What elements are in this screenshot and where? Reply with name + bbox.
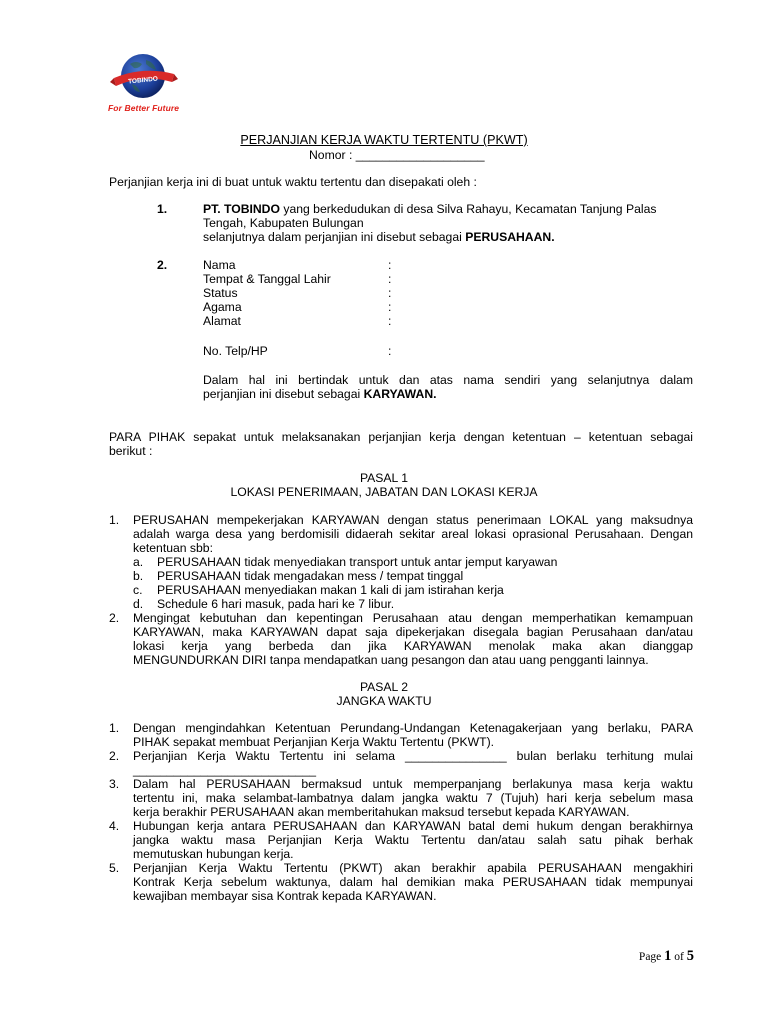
party1-line3: selanjutnya dalam perjanjian ini disebut sebagai PERUSAHAAN.	[203, 230, 555, 244]
pasal2-item-number: 1.	[109, 721, 120, 735]
party2-number: 2.	[157, 258, 168, 272]
field-alamat-label: Alamat	[203, 314, 241, 328]
party1-line2: Tengah, Kabupaten Bulungan	[203, 216, 364, 230]
pasal2-item2-line: ___________________________	[133, 763, 317, 777]
party1-number: 1.	[157, 202, 168, 216]
pasal1-item2-line: MENGUNDURKAN DIRI tanpa mendapatkan uang pesangon dan atau uang pengganti lainnya.	[133, 653, 649, 667]
logo-tagline: For Better Future	[108, 103, 180, 113]
company-logo	[108, 52, 198, 118]
field-nama-label: Nama	[203, 258, 236, 272]
pasal2-item-number: 5.	[109, 861, 120, 875]
field-colon: :	[388, 258, 392, 272]
field-agama-label: Agama	[203, 300, 242, 314]
pasal2-heading: PASAL 2	[359, 680, 409, 694]
globe-logo-icon	[108, 52, 198, 104]
pasal2-item4-line: memutuskan hubungan kerja.	[133, 847, 294, 861]
field-colon: :	[388, 272, 392, 286]
pasal2-item3-line: Dalam hal PERUSAHAAN bermaksud untuk memperpanjang berlakunya masa kerja waktu	[133, 777, 693, 791]
pasal2-item-number: 3.	[109, 777, 120, 791]
pasal2-subheading: JANGKA WAKTU	[336, 694, 432, 708]
pasal2-item-number: 2.	[109, 749, 120, 763]
pasal1-item1-line: adalah warga desa yang berdomisili didaerah sekitar areal lokasi oprasional Perusahaan. Dengan	[133, 527, 693, 541]
pasal1-item1-line: ketentuan sbb:	[133, 541, 213, 555]
pasal1-item1-line: PERUSAHAN mempekerjakan KARYAWAN dengan status penerimaan LOKAL yang maksudnya	[133, 513, 693, 527]
pasal2-item3-line: tertentu ini, maka selambat-lambatnya dalam jangka waktu 7 (Tujuh) hari kerja sebelum masa	[133, 791, 693, 805]
para-pihak-line1: PARA PIHAK sepakat untuk melaksanakan perjanjian kerja dengan ketentuan – ketentuan sebagai	[109, 430, 693, 444]
field-ttl-label: Tempat & Tanggal Lahir	[203, 272, 331, 286]
pasal2-item5-line: Kontrak Kerja sebelum waktunya, dalam hal demikian maka PERUSAHAAN tidak mempunyai	[133, 875, 693, 889]
party2-note-line1: Dalam hal ini bertindak untuk dan atas nama sendiri yang selanjutnya dalam	[203, 373, 693, 387]
pasal2-item1-line: PIHAK sepakat membuat Perjanjian Kerja Waktu Tertentu (PKWT).	[133, 735, 495, 749]
subitem-text: PERUSAHAAN menyediakan makan 1 kali di jam istirahan kerja	[157, 583, 504, 597]
pasal1-heading: PASAL 1	[359, 471, 409, 485]
pasal2-item-number: 4.	[109, 819, 120, 833]
page-number: Page 1 of 5	[638, 948, 694, 964]
subitem-letter: a.	[133, 555, 144, 569]
pasal2-item4-line: jangka waktu masa Perjanjian Kerja Waktu Tertentu dan/atau salah satu pihak berhak	[133, 833, 693, 847]
intro-text: Perjanjian kerja ini di buat untuk waktu tertentu dan disepakati oleh :	[109, 175, 477, 189]
subitem-text: Schedule 6 hari masuk, pada hari ke 7 libur.	[157, 597, 395, 611]
field-colon: :	[388, 286, 392, 300]
field-phone-label: No. Telp/HP	[203, 344, 268, 358]
pasal2-item2-line: Perjanjian Kerja Waktu Tertentu ini selama _______________ bulan berlaku terhitung mulai	[133, 749, 693, 763]
subitem-letter: c.	[133, 583, 143, 597]
party1-line1: PT. TOBINDO yang berkedudukan di desa Silva Rahayu, Kecamatan Tanjung Palas	[203, 202, 657, 216]
logo-text: TOBINDO	[127, 75, 159, 86]
pasal2-item5-line: Perjanjian Kerja Waktu Tertentu (PKWT) akan berakhir apabila PERUSAHAAN mengakhiri	[133, 861, 693, 875]
document-number: Nomor : ___________________	[309, 148, 485, 162]
field-status-label: Status	[203, 286, 238, 300]
pasal1-item2-number: 2.	[109, 611, 120, 625]
pasal1-item1-number: 1.	[109, 513, 120, 527]
field-colon: :	[388, 344, 392, 358]
pasal2-item3-line: kerja berakhir PERUSAHAAN akan memberitahukan maksud tersebut kepada KARYAWAN.	[133, 805, 630, 819]
field-colon: :	[388, 314, 392, 328]
subitem-text: PERUSAHAAN tidak menyediakan transport untuk antar jemput karyawan	[157, 555, 558, 569]
subitem-letter: d.	[133, 597, 144, 611]
pasal1-subheading: LOKASI PENERIMAAN, JABATAN DAN LOKASI KERJA	[230, 485, 538, 499]
pasal2-item4-line: Hubungan kerja antara PERUSAHAAN dan KARYAWAN batal demi hukum dengan berakhirnya	[133, 819, 693, 833]
para-pihak-line2: berikut :	[109, 444, 153, 458]
pasal1-item2-line: KARYAWAN, maka KARYAWAN dapat saja dipekerjakan disegala bagian Perusahaan dan/atau	[133, 625, 693, 639]
pasal1-item2-line: lokasi kerja yang berbeda dan jika KARYAWAN menolak maka akan dianggap	[133, 639, 693, 653]
subitem-letter: b.	[133, 569, 144, 583]
document-title: PERJANJIAN KERJA WAKTU TERTENTU (PKWT)	[240, 133, 528, 147]
pasal2-item1-line: Dengan mengindahkan Ketentuan Perundang-Undangan Ketenagakerjaan yang berlaku, PARA	[133, 721, 693, 735]
pasal1-item2-line: Mengingat kebutuhan dan kepentingan Perusahaan atau dengan memperhatikan kemampuan	[133, 611, 693, 625]
field-colon: :	[388, 300, 392, 314]
party2-note-line2: perjanjian ini disebut sebagai KARYAWAN.	[203, 387, 437, 401]
pasal2-item5-line: kewajiban membayar sisa Kontrak kepada KARYAWAN.	[133, 889, 437, 903]
subitem-text: PERUSAHAAN tidak mengadakan mess / tempat tinggal	[157, 569, 464, 583]
